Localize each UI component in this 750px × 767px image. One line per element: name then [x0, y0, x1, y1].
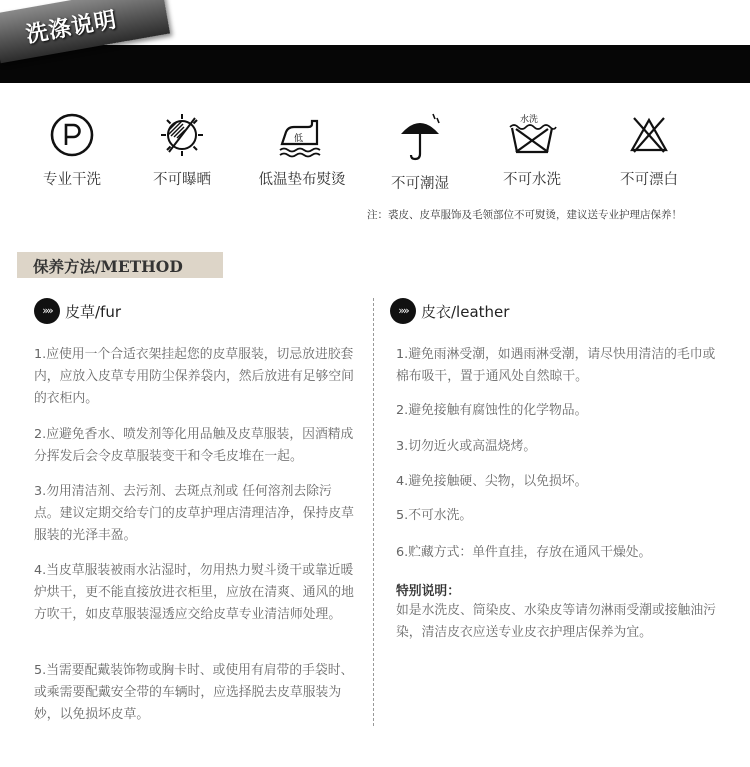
- care-note: 注：裘皮、皮草服饰及毛领部位不可熨烫，建议送专业护理店保养！: [367, 209, 682, 221]
- fur-item-1: 1.应使用一个合适衣架挂起您的皮草服装，切忌放进胶套内，应放入皮草专用防尘保养袋内，然后放进有足够空间的衣柜内。: [34, 347, 354, 406]
- umbrella-rain-icon: [397, 112, 443, 162]
- care-item-no-damp: [365, 112, 475, 193]
- care-symbol-row: [0, 112, 750, 202]
- fur-heading-text: 皮草/fur: [65, 303, 122, 321]
- fur-item-4: 4.当皮草服装被雨水沾湿时，勿用热力熨斗烫干或靠近暖炉烘干，更不能直接放进衣柜里，应放在清爽、通风的地方吹干，如皮草服装湿透应交给皮草专业清洁师处理。: [34, 563, 354, 622]
- chevron-right-icon: »»: [390, 298, 416, 324]
- chevron-right-icon: »»: [34, 298, 60, 324]
- no-washtub-icon: [506, 112, 558, 158]
- leather-item-4: 4.避免接触硬、尖物，以免损坏。: [396, 474, 588, 489]
- p-circle-icon: [49, 112, 95, 158]
- no-sun-icon: [159, 112, 205, 158]
- column-divider: [373, 298, 374, 726]
- low-temp-iron-icon: [276, 112, 328, 158]
- care-label-dry-clean: 专业干洗: [43, 172, 101, 188]
- fur-item-5: 5.当需要配戴装饰物或胸卡时、或使用有肩带的手袋时、或乘需要配戴安全带的车辆时，应选择脱去皮草服装为妙，以免损坏皮草。: [34, 663, 354, 722]
- care-label-no-bleach: 不可漂白: [620, 172, 678, 188]
- header-black-bar: [0, 45, 750, 83]
- fur-heading: [34, 298, 234, 324]
- leather-item-5: 5.不可水洗。: [396, 508, 473, 523]
- fur-item-2: 2.应避免香水、喷发剂等化用品触及皮草服装，因酒精成分挥发后会令皮草服装变干和令毛皮堆在一起。: [34, 427, 354, 464]
- leather-heading: [390, 298, 590, 324]
- fur-item-3: 3.勿用清洁剂、去污剂、去斑点剂或 任何溶剂去除污点。建议定期交给专门的皮草护理店清理洁净，保持皮草服装的光泽丰盈。: [34, 484, 354, 543]
- care-label-no-sun: 不可曝晒: [153, 172, 211, 188]
- leather-item-1: 1.避免雨淋受潮，如遇雨淋受潮，请尽快用清洁的毛巾或棉布吸干，置于通风处自然晾干。: [396, 347, 716, 384]
- care-item-no-bleach: [594, 112, 704, 189]
- leather-item-2: 2.避免接触有腐蚀性的化学物品。: [396, 403, 588, 418]
- banner-title: 洗涤说明: [23, 6, 120, 49]
- leather-special-text: 如是水洗皮、筒染皮、水染皮等请勿淋雨受潮或接触油污染，清洁皮衣应送专业皮衣护理店保养为宜。: [396, 603, 716, 640]
- care-item-low-iron: [247, 112, 357, 189]
- washtub-icon-text: 水洗: [520, 115, 539, 125]
- method-section-title: [17, 252, 223, 278]
- care-item-no-sun: [127, 112, 237, 189]
- care-label-no-damp: 不可潮湿: [391, 176, 449, 192]
- leather-special-title: 特别说明：: [396, 584, 460, 599]
- iron-icon-text: 低: [294, 134, 304, 144]
- care-label-low-iron: 低温垫布熨烫: [258, 172, 346, 188]
- no-bleach-icon: [626, 112, 672, 158]
- leather-item-3: 3.切勿近火或高温烧烤。: [396, 439, 537, 454]
- care-label-no-wash: 不可水洗: [503, 172, 561, 188]
- care-item-dry-clean: [17, 112, 127, 189]
- care-item-no-wash: [477, 112, 587, 189]
- leather-heading-text: 皮衣/leather: [421, 303, 510, 321]
- method-title-text: 保养方法/METHOD: [33, 257, 183, 276]
- leather-item-6: 6.贮藏方式：单件直挂，存放在通风干燥处。: [396, 545, 652, 560]
